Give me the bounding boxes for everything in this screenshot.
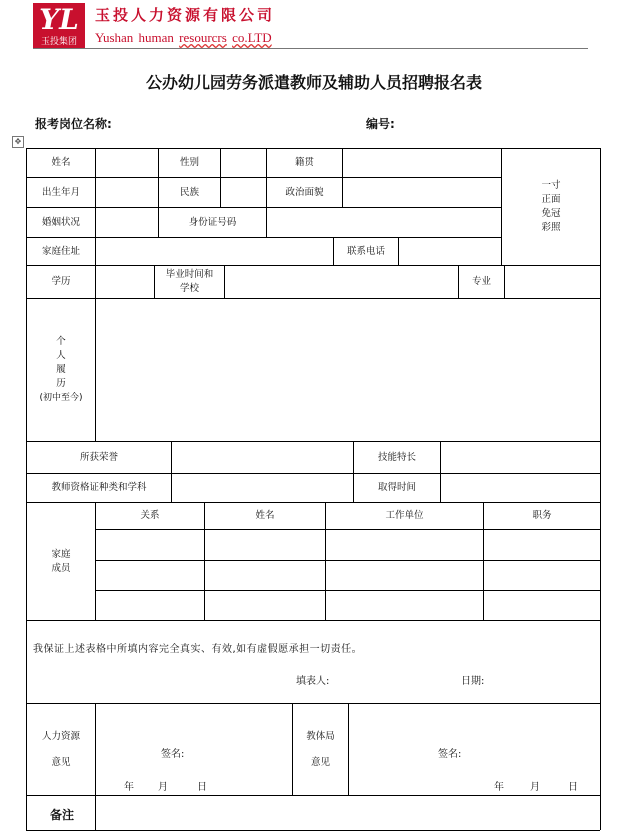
family-cell[interactable] xyxy=(484,530,600,560)
bureau-month: 月 xyxy=(530,782,540,793)
remark-field[interactable] xyxy=(96,796,600,830)
obtain-time-field[interactable] xyxy=(441,474,600,502)
header-position: 职务 xyxy=(532,510,552,521)
hr-line1: 人力资源 xyxy=(41,730,80,742)
header-divider xyxy=(33,48,588,49)
header-work-unit: 工作单位 xyxy=(385,510,424,521)
name-field[interactable] xyxy=(96,149,158,177)
label-marital-status: 婚姻状况 xyxy=(41,216,80,228)
bureau-line2: 意见 xyxy=(310,756,330,768)
filler-label: 填表人: xyxy=(296,676,330,687)
label-native-place: 籍贯 xyxy=(294,157,314,168)
label-family xyxy=(27,503,95,620)
company-en-part1: Yushan human xyxy=(95,30,174,45)
family-cell[interactable] xyxy=(96,561,204,590)
bureau-day: 日 xyxy=(568,782,578,793)
resume-char: 履 xyxy=(56,364,66,375)
family-cell[interactable] xyxy=(96,591,204,620)
photo-line: 一寸 xyxy=(541,180,561,191)
logo-text: YL xyxy=(39,3,79,36)
form-title: 公办幼儿园劳务派遣教师及辅助人员招聘报名表 xyxy=(145,73,482,92)
table-border-right xyxy=(600,148,601,830)
header-fm-name: 姓名 xyxy=(255,510,275,521)
resume-char: 人 xyxy=(56,350,66,361)
graduation-field[interactable] xyxy=(225,266,458,298)
address-field[interactable] xyxy=(96,238,333,265)
table-move-handle-icon[interactable]: ✥ xyxy=(12,136,24,148)
label-honors: 所获荣誉 xyxy=(79,451,118,463)
label-id-number: 身份证号码 xyxy=(188,216,237,228)
resume-note: (初中至今) xyxy=(39,393,83,403)
row-line xyxy=(26,620,600,621)
label-political-status: 政治面貌 xyxy=(285,186,324,198)
date-label: 日期: xyxy=(461,676,485,687)
label-resume xyxy=(27,299,95,441)
col-line xyxy=(95,703,96,795)
bureau-year: 年 xyxy=(494,782,504,793)
company-en-part2: resourcrs xyxy=(179,30,227,45)
hr-sign-label: 签名: xyxy=(161,749,185,760)
photo-line: 正面 xyxy=(541,194,561,205)
cert-type-field[interactable] xyxy=(172,474,353,502)
label-phone: 联系电话 xyxy=(346,245,385,257)
family-line2: 成员 xyxy=(51,562,71,574)
post-name-label: 报考岗位名称: xyxy=(35,117,112,131)
phone-field[interactable] xyxy=(399,238,501,265)
family-cell[interactable] xyxy=(205,591,325,620)
label-hr-opinion xyxy=(27,704,95,795)
hr-day: 日 xyxy=(197,782,207,793)
family-cell[interactable] xyxy=(326,591,483,620)
hr-month: 月 xyxy=(158,782,168,793)
family-cell[interactable] xyxy=(205,530,325,560)
bureau-sign-label: 签名: xyxy=(438,749,462,760)
label-bureau-opinion xyxy=(293,704,348,795)
label-name: 姓名 xyxy=(51,157,71,168)
label-major: 专业 xyxy=(471,276,491,287)
company-logo xyxy=(33,3,85,49)
native-place-field[interactable] xyxy=(343,149,501,177)
label-obtain-time: 取得时间 xyxy=(377,482,416,493)
family-cell[interactable] xyxy=(484,561,600,590)
gender-field[interactable] xyxy=(221,149,266,177)
graduation-line2: 学校 xyxy=(179,283,199,294)
education-field[interactable] xyxy=(96,266,154,298)
resume-char: 历 xyxy=(56,378,66,389)
bureau-line1: 教体局 xyxy=(306,730,335,742)
company-name-cn: 玉投人力资源有限公司 xyxy=(95,6,276,24)
hr-line2: 意见 xyxy=(51,756,71,768)
family-cell[interactable] xyxy=(96,530,204,560)
political-status-field[interactable] xyxy=(343,178,501,207)
company-name-en xyxy=(95,30,272,46)
family-cell[interactable] xyxy=(205,561,325,590)
company-en-part3: co.LTD xyxy=(232,30,272,45)
logo-caption: 玉投集团 xyxy=(40,37,77,47)
id-number-field[interactable] xyxy=(267,208,501,237)
major-field[interactable] xyxy=(505,266,600,298)
resume-field[interactable] xyxy=(96,299,600,441)
col-line xyxy=(348,703,349,795)
declaration-text: 我保证上述表格中所填内容完全真实、有效,如有虚假愿承担一切责任。 xyxy=(33,644,363,655)
family-cell[interactable] xyxy=(326,530,483,560)
family-line1: 家庭 xyxy=(51,548,71,560)
marital-status-field[interactable] xyxy=(96,208,158,237)
ethnicity-field[interactable] xyxy=(221,178,266,207)
number-label: 编号: xyxy=(366,117,395,131)
honors-field[interactable] xyxy=(172,442,353,473)
label-gender: 性别 xyxy=(179,157,199,168)
label-cert-type: 教师资格证种类和学科 xyxy=(51,482,147,493)
label-birth: 出生年月 xyxy=(41,186,80,198)
label-ethnicity: 民族 xyxy=(179,186,199,198)
table-border-bottom xyxy=(26,830,600,831)
label-remark: 备注 xyxy=(50,808,75,822)
photo-line: 免冠 xyxy=(541,208,561,219)
label-graduation xyxy=(155,266,224,298)
label-education: 学历 xyxy=(51,276,71,287)
photo-line: 彩照 xyxy=(541,222,561,233)
resume-char: 个 xyxy=(56,336,66,347)
skills-field[interactable] xyxy=(441,442,600,473)
label-skills: 技能特长 xyxy=(377,451,416,463)
birth-field[interactable] xyxy=(96,178,158,207)
hr-year: 年 xyxy=(124,782,134,793)
graduation-line1: 毕业时间和 xyxy=(165,269,214,280)
header-relation: 关系 xyxy=(140,510,160,521)
family-cell[interactable] xyxy=(326,561,483,590)
photo-box[interactable] xyxy=(502,149,600,265)
family-cell[interactable] xyxy=(484,591,600,620)
label-address: 家庭住址 xyxy=(41,245,80,257)
